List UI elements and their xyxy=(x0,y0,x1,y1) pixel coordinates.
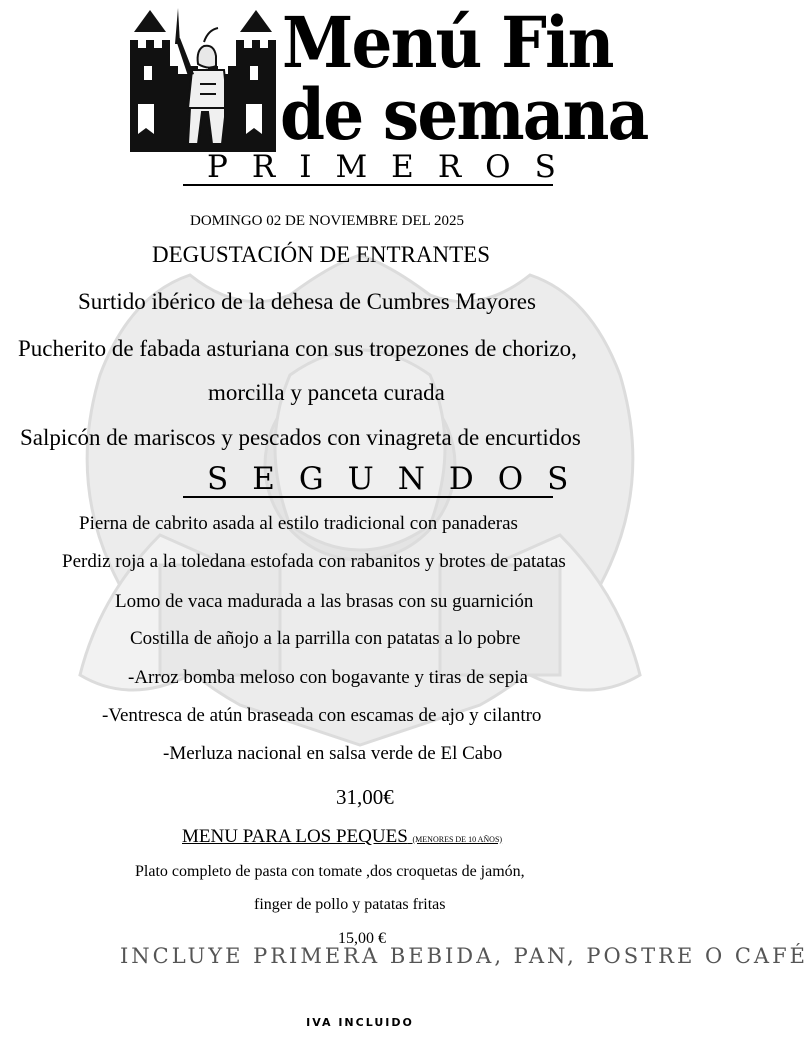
segundos-item: Pierna de cabrito asada al estilo tradicional con panaderas xyxy=(79,513,518,534)
segundos-item: -Merluza nacional en salsa verde de El Cabo xyxy=(163,743,503,764)
knight-castle-icon xyxy=(128,4,278,152)
kids-menu-item: finger de pollo y patatas fritas xyxy=(254,896,446,913)
segundos-item: -Ventresca de atún braseada con escamas de ajo y cilantro xyxy=(102,705,542,726)
includes-note: INCLUYE PRIMERA BEBIDA, PAN, POSTRE O CAFÉ xyxy=(120,944,808,968)
primeros-heading: PRIMEROS xyxy=(183,150,553,186)
kids-menu-price: 15,00 € xyxy=(338,930,386,947)
iva-note: IVA INCLUIDO xyxy=(306,1016,414,1029)
primeros-item: Salpicón de mariscos y pescados con vinagreta de encurtidos xyxy=(20,425,581,450)
kids-menu-item: Plato completo de pasta con tomate ,dos croquetas de jamón, xyxy=(135,863,525,880)
segundos-item: Lomo de vaca madurada a las brasas con su guarnición xyxy=(115,591,534,612)
menu-date: DOMINGO 02 DE NOVIEMBRE DEL 2025 xyxy=(190,213,465,229)
primeros-item: morcilla y panceta curada xyxy=(208,380,445,405)
primeros-item: DEGUSTACIÓN DE ENTRANTES xyxy=(152,242,491,267)
kids-menu-title-text: MENU PARA LOS PEQUES xyxy=(182,826,408,847)
primeros-item: Pucherito de fabada asturiana con sus tropezones de chorizo, xyxy=(18,336,577,361)
menu-title-line1: Menú Fin xyxy=(282,1,613,84)
segundos-heading: SEGUNDOS xyxy=(183,462,553,498)
kids-menu-title xyxy=(182,826,502,848)
menu-title-line2: de semana xyxy=(280,73,648,156)
kids-menu-age-note: (MENORES DE 10 AÑOS) xyxy=(412,835,503,844)
segundos-item: -Arroz bomba meloso con bogavante y tiras de sepia xyxy=(128,667,528,688)
primeros-item: Surtido ibérico de la dehesa de Cumbres Mayores xyxy=(78,289,536,314)
menu-price: 31,00€ xyxy=(336,785,394,809)
segundos-item: Costilla de añojo a la parrilla con patatas a lo pobre xyxy=(130,628,521,649)
segundos-item: Perdiz roja a la toledana estofada con rabanitos y brotes de patatas xyxy=(62,551,566,572)
